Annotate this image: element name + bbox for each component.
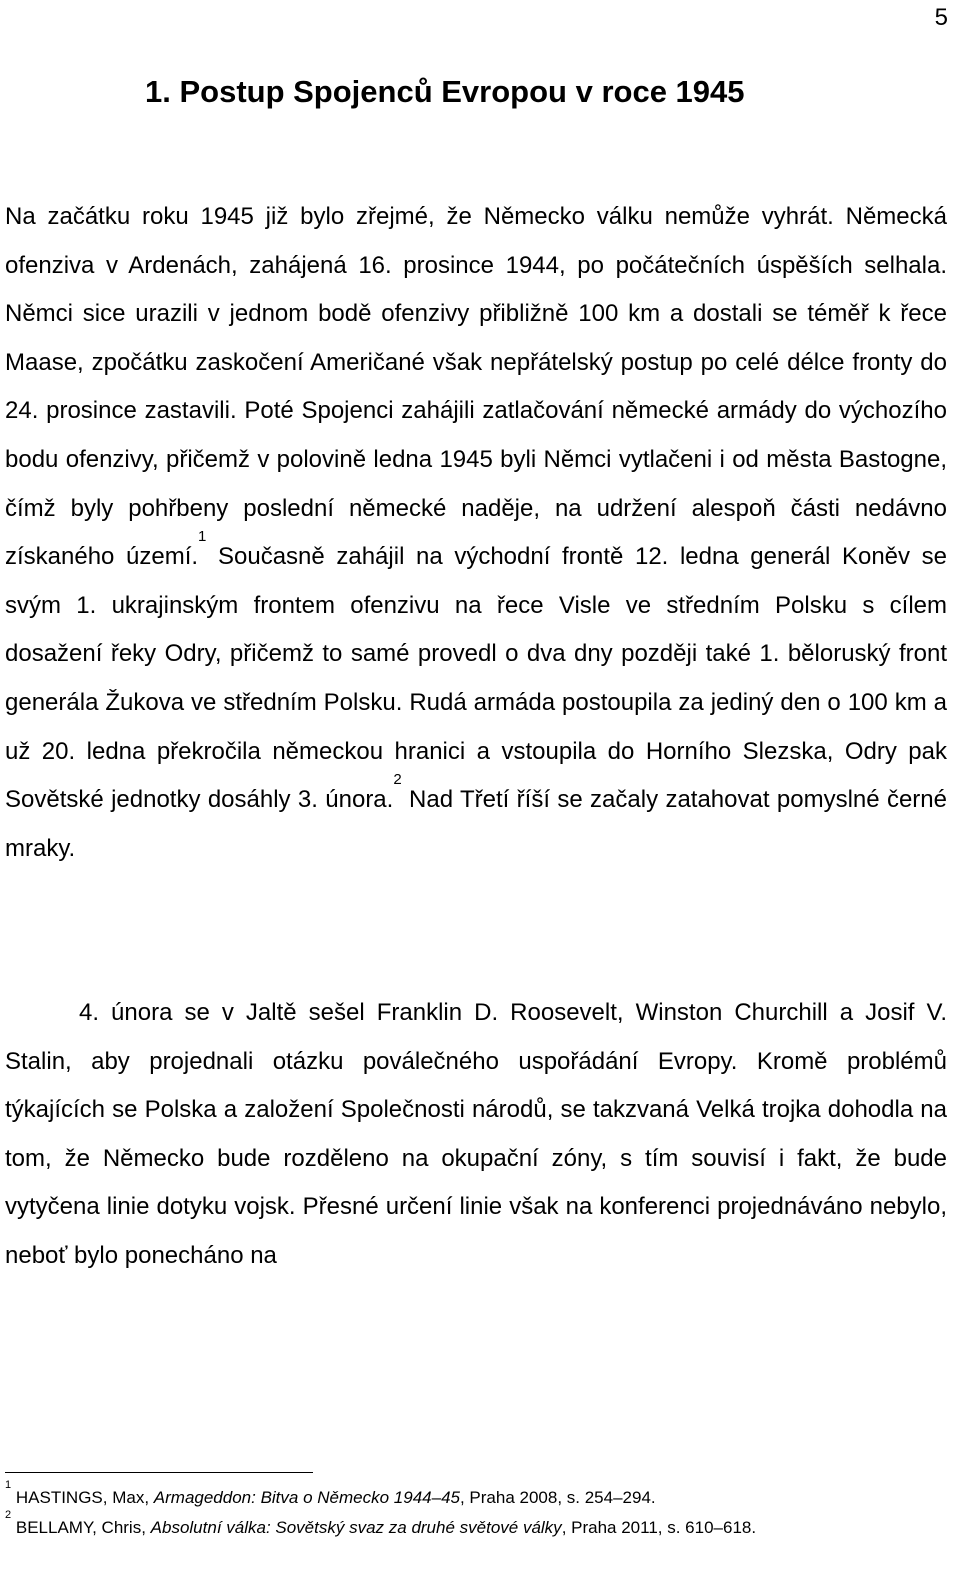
footnote-citation: , Praha 2011, s. 610–618.: [561, 1518, 757, 1537]
footnote-separator: [5, 1472, 313, 1473]
paragraph-text: Nad Třetí říší se začaly zatahovat pomyslné černé mraky.: [5, 786, 947, 862]
paragraph-text: Na začátku roku 1945 již bylo zřejmé, že Německo válku nemůže vyhrát. Německá ofenziva v Ardenách, zahájená 16. prosince 1944, po počátečních úspěších selhala. Němci sice urazili v jednom bodě ofenzivy přibližně 100 km a dostali se téměř k řece Maase, zpočátku zaskočení Američané však nepřátelský postup po celé délce fronty do 24. prosince zastavili. Poté Spojenci zahájili zatlačování německé armády do výchozího bodu ofenzivy, přičemž v polovině ledna 1945 byli Němci vytlačeni i od města Bastogne, čímž byly pohřbeny poslední německé naděje, na udržení alespoň části nedávno získaného území.: [5, 203, 947, 571]
chapter-heading: 1. Postup Spojenců Evropou v roce 1945: [145, 74, 745, 109]
footnote-title: Absolutní válka: Sovětský svaz za druhé světové války: [150, 1518, 562, 1537]
footnote-reference: 1: [198, 528, 207, 546]
footnote-reference: 2: [393, 771, 402, 789]
paragraph-text: Současně zahájil na východní frontě 12. ledna generál Koněv se svým 1. ukrajinským frontem ofenzivu na řece Visle ve středním Polsku s cílem dosažení řeky Odry, přičemž to samé provedl o dva dny později také 1. běloruský front generála Žukova ve středním Polsku. Rudá armáda postoupila za jediný den o 100 km a už 20. ledna překročila německou hranici a vstoupila do Horního Slezska, Odry pak Sovětské jednotky dosáhly 3. února.: [5, 543, 947, 814]
footnote: [5, 1509, 947, 1543]
footnote-author: HASTINGS, Max,: [15, 1488, 154, 1507]
footnotes-list: [5, 1479, 947, 1543]
footnote-number: 2: [5, 1509, 12, 1521]
page-number: 5: [934, 4, 948, 31]
body-paragraph: [5, 193, 947, 873]
footnote-author: BELLAMY, Chris,: [15, 1518, 151, 1537]
footnote-number: 1: [5, 1479, 12, 1491]
paragraph-text: 4. února se v Jaltě sešel Franklin D. Roosevelt, Winston Churchill a Josif V. Stalin, aby projednali otázku poválečného uspořádání Evropy. Kromě problémů týkajících se Polska a založení Společnosti národů, se takzvaná Velká trojka dohodla na tom, že Německo bude rozděleno na okupační zóny, s tím souvisí i fakt, že bude vytyčena linie dotyku vojsk. Přesné určení linie však na konferenci projednáváno nebylo, neboť bylo ponecháno na: [5, 999, 947, 1269]
footnote-title: Armageddon: Bitva o Německo 1944–45: [153, 1488, 460, 1507]
footnote-citation: , Praha 2008, s. 254–294.: [459, 1488, 656, 1507]
footnote: [5, 1479, 947, 1513]
body-paragraph: [5, 989, 947, 1281]
